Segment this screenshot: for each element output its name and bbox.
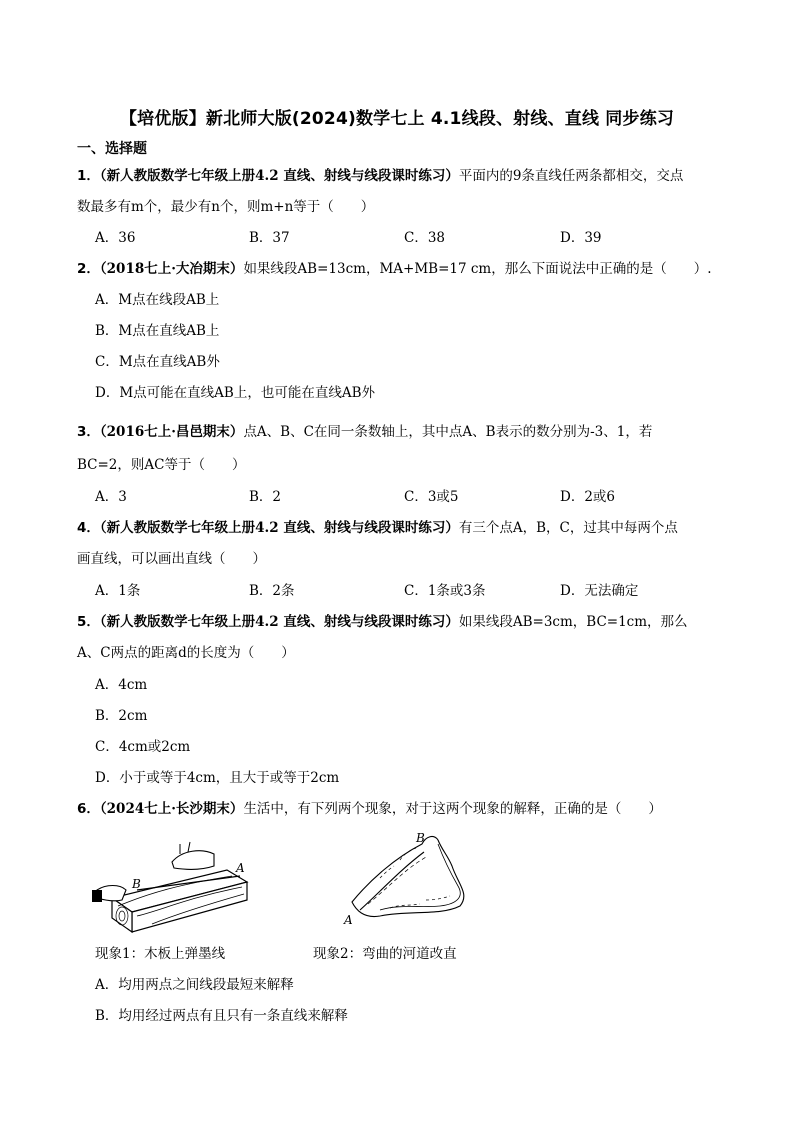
page-title: 【培优版】新北师大版(2024)数学七上 4.1线段、射线、直线 同步练习 — [119, 109, 675, 129]
question-source: （2018七上·大冶期末） — [99, 261, 244, 277]
q5-option-b[interactable]: B．2cm — [95, 708, 148, 724]
question-number: 6． — [77, 801, 100, 817]
question-number: 2． — [77, 261, 100, 277]
question-source: （新人教版数学七年级上册4.2 直线、射线与线段课时练习） — [99, 520, 459, 536]
q4-option-a[interactable]: A．1条 — [95, 583, 141, 599]
question-number: 5． — [77, 614, 100, 630]
q3-option-d[interactable]: D．2或6 — [560, 489, 616, 505]
question-number: 4． — [77, 520, 100, 536]
q4-option-c[interactable]: C．1条或3条 — [404, 583, 486, 599]
question-5-line-2: A、C两点的距离d的长度为（ ） — [77, 645, 295, 661]
q3-option-c[interactable]: C．3或5 — [404, 489, 459, 505]
q1-option-a[interactable]: A．36 — [95, 230, 136, 246]
question-source: （新人教版数学七年级上册4.2 直线、射线与线段课时练习） — [99, 168, 459, 184]
q4-option-d[interactable]: D．无法确定 — [560, 583, 639, 599]
question-2-line-1 — [77, 260, 712, 278]
question-text: 如果线段AB=3cm，BC=1cm，那么 — [458, 614, 688, 630]
question-number: 3． — [77, 424, 100, 440]
q2-option-b[interactable]: B．M点在直线AB上 — [95, 323, 220, 339]
point-label-b: B — [416, 831, 425, 845]
q4-option-b[interactable]: B．2条 — [249, 583, 295, 599]
q3-option-a[interactable]: A．3 — [95, 489, 127, 505]
q6-option-a[interactable]: A．均用两点之间线段最短来解释 — [95, 977, 294, 993]
question-source: （2024七上·长沙期末） — [99, 801, 244, 817]
question-1-line-2: 数最多有m个，最少有n个，则m+n等于（ ） — [77, 199, 375, 215]
section-heading: 一、选择题 — [77, 141, 147, 157]
question-text: 点A、B、C在同一条数轴上，其中点A、B表示的数分别为-3、1，若 — [243, 424, 653, 440]
figure-1-caption: 现象1：木板上弹墨线 — [95, 946, 226, 962]
q1-option-d[interactable]: D．39 — [560, 230, 602, 246]
question-source: （新人教版数学七年级上册4.2 直线、射线与线段课时练习） — [99, 614, 459, 630]
question-4-line-2: 画直线，可以画出直线（ ） — [77, 551, 266, 567]
question-text: 平面内的9条直线任两条都相交，交点 — [458, 168, 684, 184]
q3-option-b[interactable]: B．2 — [249, 489, 282, 505]
figure-plank-ink-line — [92, 840, 262, 940]
q5-option-c[interactable]: C．4cm或2cm — [95, 739, 191, 755]
q2-option-c[interactable]: C．M点在直线AB外 — [95, 354, 220, 370]
question-4-line-1 — [77, 519, 678, 537]
q6-option-b[interactable]: B．均用经过两点有且只有一条直线来解释 — [95, 1008, 348, 1024]
figure-river-straightened — [340, 830, 480, 940]
question-6-line-1 — [77, 800, 662, 818]
point-label-a: A — [236, 861, 245, 875]
point-label-b: B — [132, 877, 141, 891]
q2-option-a[interactable]: A．M点在线段AB上 — [95, 292, 220, 308]
point-label-a: A — [344, 913, 353, 927]
question-1-line-1 — [77, 167, 683, 185]
question-text: 生活中，有下列两个现象，对于这两个现象的解释，正确的是（ ） — [243, 801, 662, 817]
question-text: 有三个点A，B，C，过其中每两个点 — [458, 520, 678, 536]
question-3-line-2: BC=2，则AC等于（ ） — [77, 457, 246, 473]
question-number: 1． — [77, 168, 100, 184]
question-5-line-1 — [77, 613, 688, 631]
q1-option-c[interactable]: C．38 — [404, 230, 446, 246]
figure-2-caption: 现象2：弯曲的河道改直 — [313, 946, 457, 962]
question-text: 如果线段AB=13cm，MA+MB=17 cm，那么下面说法中正确的是（ ）. — [243, 261, 712, 277]
q1-option-b[interactable]: B．37 — [249, 230, 290, 246]
q5-option-a[interactable]: A．4cm — [95, 677, 148, 693]
q2-option-d[interactable]: D．M点可能在直线AB上，也可能在直线AB外 — [95, 385, 375, 401]
question-3-line-1 — [77, 423, 652, 441]
q5-option-d[interactable]: D．小于或等于4cm，且大于或等于2cm — [95, 770, 340, 786]
question-source: （2016七上·昌邑期末） — [99, 424, 244, 440]
